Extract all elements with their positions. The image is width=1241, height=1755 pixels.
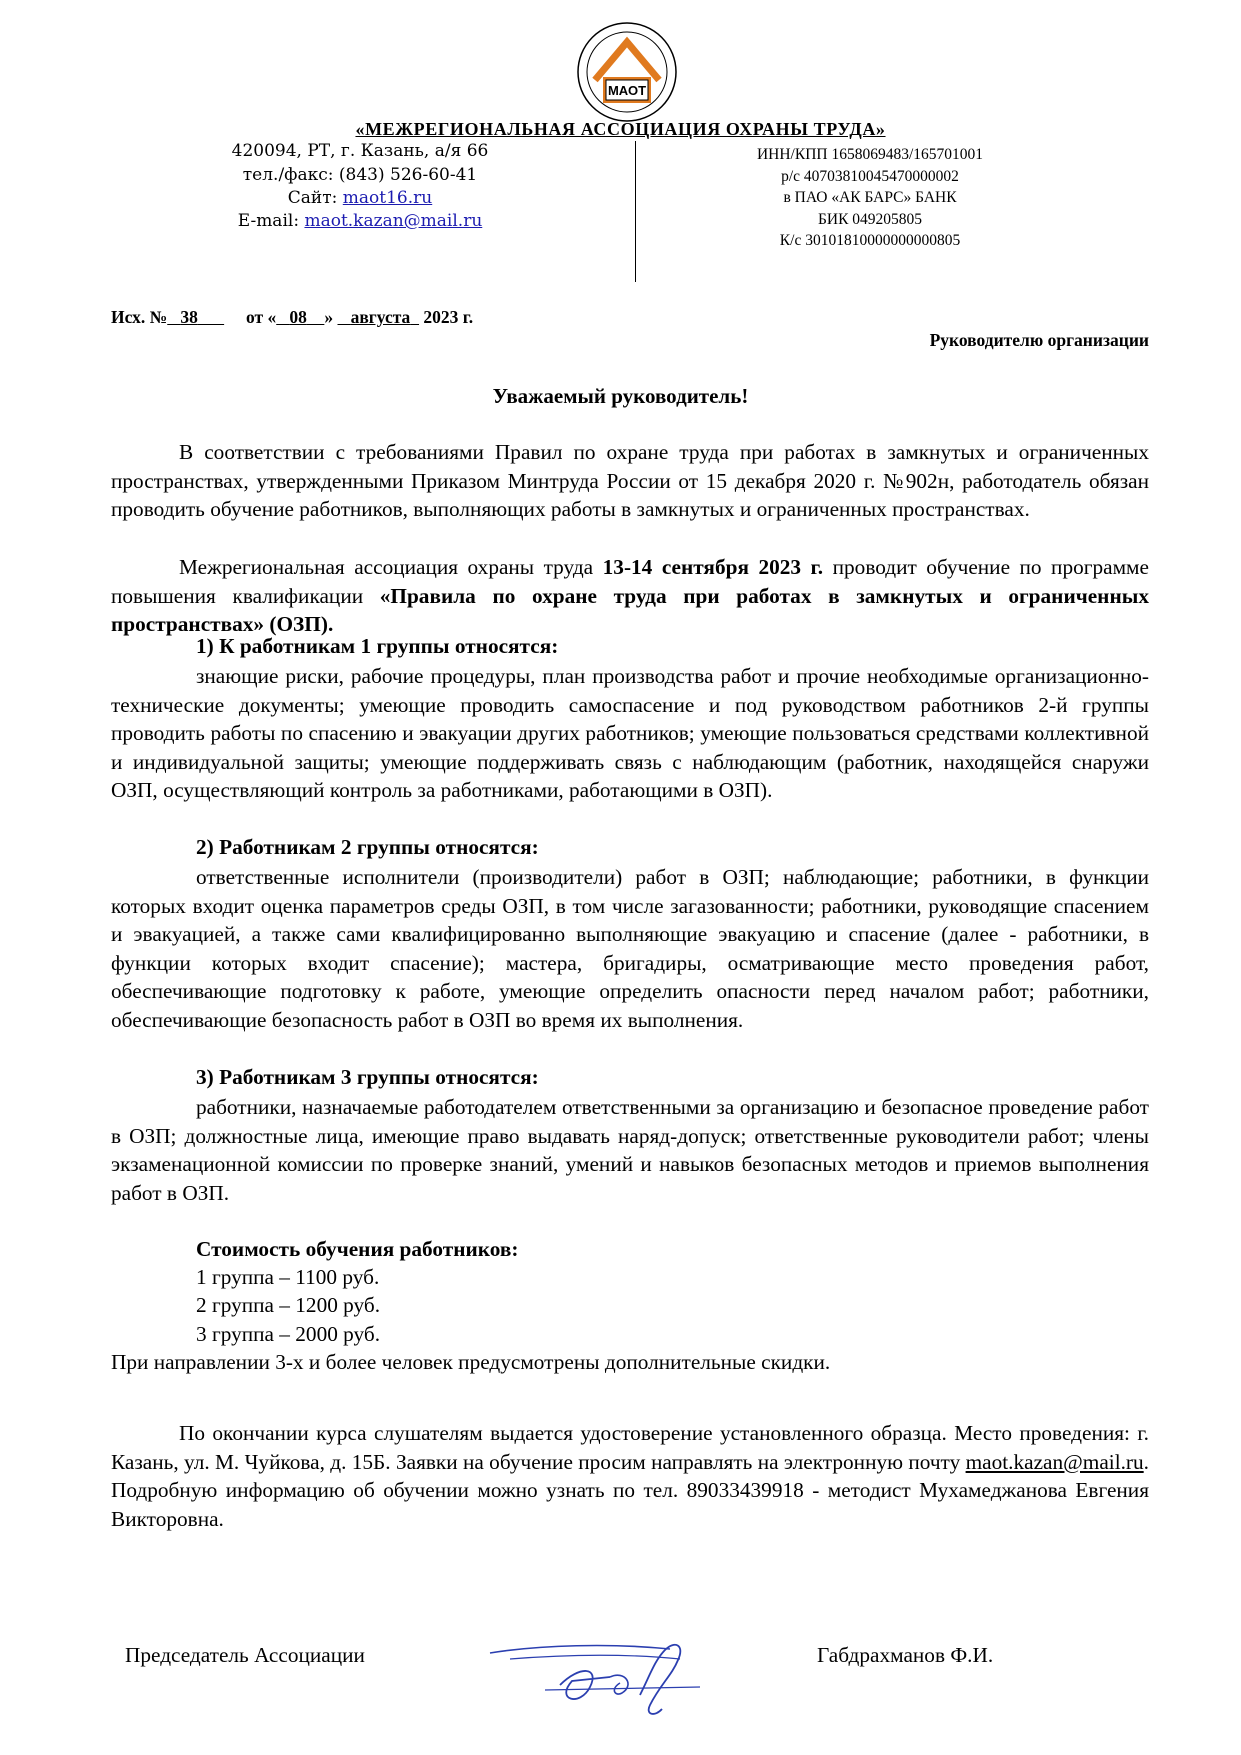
discount-note: При направлении 3-х и более человек предусмотрены дополнительные скидки. [111,1350,831,1374]
cost-item: 1 группа – 1100 руб. [196,1265,380,1289]
phone: тел./факс: (843) 526-60-41 [242,165,478,185]
cost-heading: Стоимость обучения работников: [196,1237,519,1261]
signatory-title: Председатель Ассоциации [125,1643,365,1667]
ref-day: 08 [289,307,307,327]
ref-number: 38 [180,307,198,327]
signature-icon [450,1615,760,1725]
ref-from: от « [245,307,277,327]
paragraph-intro: В соответствии с требованиями Правил по охране труда при работах в замкнутых и ограниченных пространствах, утвержденными Приказом Минтруда России от 15 декабря 2020 г. №902н, работодатель обязан проводить обучение работников, выполняющих работы в замкнутых и ограниченных пространствах. [111,440,1149,522]
closing-paragraph [111,1419,1149,1533]
email-label: E-mail: [237,211,300,231]
header-divider [635,141,636,282]
cost-item: 3 группа – 2000 руб. [196,1322,381,1346]
bank-name: в ПАО «АК БАРС» БАНК [783,189,957,206]
logo-text: МАОТ [607,83,647,98]
ref-month: августа [350,307,411,327]
site-label: Сайт: [287,188,338,208]
signatory-name: Габдрахманов Ф.И. [817,1643,994,1667]
group3-text: работники, назначаемые работодателем ответственными за организацию и безопасное проведение работ в ОЗП; должностные лица, имеющие право выдавать наряд-допуск; ответственные руководители работ; члены экзаменационной комиссии по проверке знаний, умений и навыков безопасных методов и приемов выполнения работ в ОЗП. [111,1095,1149,1205]
group1-heading: 1) К работникам 1 группы относятся: [196,634,559,658]
site-line [195,188,525,208]
ref-close: » [324,307,334,327]
program-name: «Правила по охране труда при работах в замкнутых и ограниченных пространствах» (ОЗП). [111,583,1149,637]
outgoing-reference [111,307,473,328]
greeting: Уважаемый руководитель! [492,384,749,408]
inn-kpp: ИНН/КПП 1658069483/165701001 [756,146,984,163]
p2-text: Межрегиональная ассоциация охраны труда [179,555,603,579]
site-link[interactable]: maot16.ru [342,188,433,208]
correspondent-account: К/с 30101810000000000805 [779,232,961,249]
course-dates: 13-14 сентября 2023 г. [602,555,824,579]
bank-account: р/с 40703810045470000002 [781,168,959,185]
ref-prefix: Исх. № [111,307,168,327]
ref-year: 2023 г. [423,307,474,327]
addressee: Руководителю организации [929,330,1149,350]
closing-email-link[interactable]: maot.kazan@mail.ru [965,1449,1144,1474]
group2-heading: 2) Работникам 2 группы относятся: [196,835,539,859]
address: 420094, РТ, г. Казань, а/я 66 [231,141,489,161]
closing-text-2: . Подробную информацию об обучении можно узнать по тел. 89033439918 - методист Мухамеджанова Евгения Викторовна. [111,1449,1149,1531]
group3-heading: 3) Работникам 3 группы относятся: [196,1065,539,1089]
logo-emblem [575,20,679,130]
bik: БИК 049205805 [817,211,923,228]
handwritten-signature [450,1615,760,1725]
group1-text: знающие риски, рабочие процедуры, план производства работ и прочие необходимые организационно-технические документы; умеющие проводить самоспасение и под руководством работников 2-й группы проводить работы по спасению и эвакуации других работников; умеющие пользоваться средствами коллективной и индивидуальной защиты; умеющие поддерживать связь с наблюдающим (работник, находящейся снаружи ОЗП, осуществляющий контроль за работниками, работающими в ОЗП). [111,664,1149,803]
organization-name: «МЕЖРЕГИОНАЛЬНАЯ АССОЦИАЦИЯ ОХРАНЫ ТРУДА» [355,119,886,139]
cost-item: 2 группа – 1200 руб. [196,1293,381,1317]
p2-text-2: проводит обучение по программе повышения квалификации [111,555,1149,608]
closing-text: По окончании курса слушателям выдается удостоверение установленного образца. Место проведения: г. Казань, ул. М. Чуйкова, д. 15Б. Заявки на обучение просим направлять на электронную почту [111,1421,1149,1474]
email-line [195,211,525,231]
maot-logo [575,20,679,130]
paragraph-program [111,553,1149,639]
group2-text: ответственные исполнители (производители) работ в ОЗП; наблюдающие; работники, в функции которых входит оценка параметров среды ОЗП, в том числе загазованности; работники, руководящие спасением и эвакуацией, а также сами квалифицированно выполняющие эвакуацию и спасение (далее - работники, в функции которых входит спасение); мастера, бригадиры, осматривающие место проведения работ, обеспечивающие подготовку к работе, умеющие определить опасности перед началом работ; работники, обеспечивающие безопасность работ в ОЗП во время их выполнения. [111,865,1149,1032]
email-link[interactable]: maot.kazan@mail.ru [304,211,483,231]
